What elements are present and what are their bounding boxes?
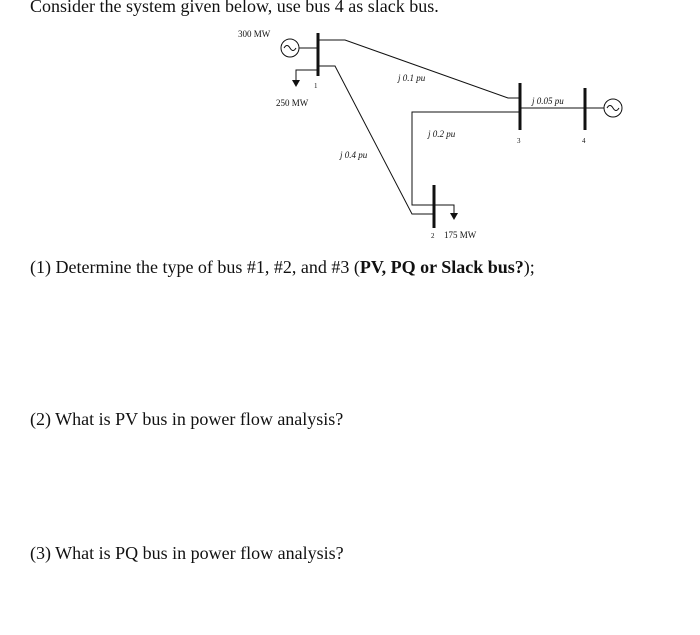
question-1-prefix: (1) Determine the type of bus #1, #2, and #3 ( bbox=[30, 257, 360, 277]
line-1-2-impedance: j 0.4 pu bbox=[340, 150, 368, 160]
question-1 bbox=[30, 257, 535, 278]
load-2-arrow-icon bbox=[450, 213, 458, 220]
bus-2-number: 2 bbox=[431, 232, 435, 240]
generator-1-output: 300 MW bbox=[238, 29, 271, 39]
bus-1-number: 1 bbox=[314, 82, 318, 90]
question-1-suffix: ); bbox=[523, 257, 535, 277]
question-1-bold: PV, PQ or Slack bus? bbox=[359, 257, 524, 277]
question-3: (3) What is PQ bus in power flow analysis? bbox=[30, 543, 344, 563]
bus-3-number: 3 bbox=[517, 137, 521, 145]
load-1-arrow-icon bbox=[292, 80, 300, 87]
line-1-3 bbox=[318, 40, 520, 98]
line-2-3-impedance: j 0.2 pu bbox=[428, 129, 456, 139]
bus-1-load: 250 MW bbox=[276, 98, 309, 108]
question-2: (2) What is PV bus in power flow analysis? bbox=[30, 409, 344, 429]
line-2-3 bbox=[412, 112, 520, 205]
line-1-3-impedance: j 0.1 pu bbox=[398, 73, 426, 83]
bus-4-number: 4 bbox=[582, 137, 586, 145]
power-system-diagram bbox=[0, 0, 700, 250]
bus-2-load: 175 MW bbox=[444, 230, 477, 240]
line-3-4-impedance: j 0.05 pu bbox=[532, 96, 564, 106]
line-1-2 bbox=[318, 66, 434, 214]
problem-statement: Consider the system given below, use bus 4 as slack bus. bbox=[30, 0, 439, 16]
